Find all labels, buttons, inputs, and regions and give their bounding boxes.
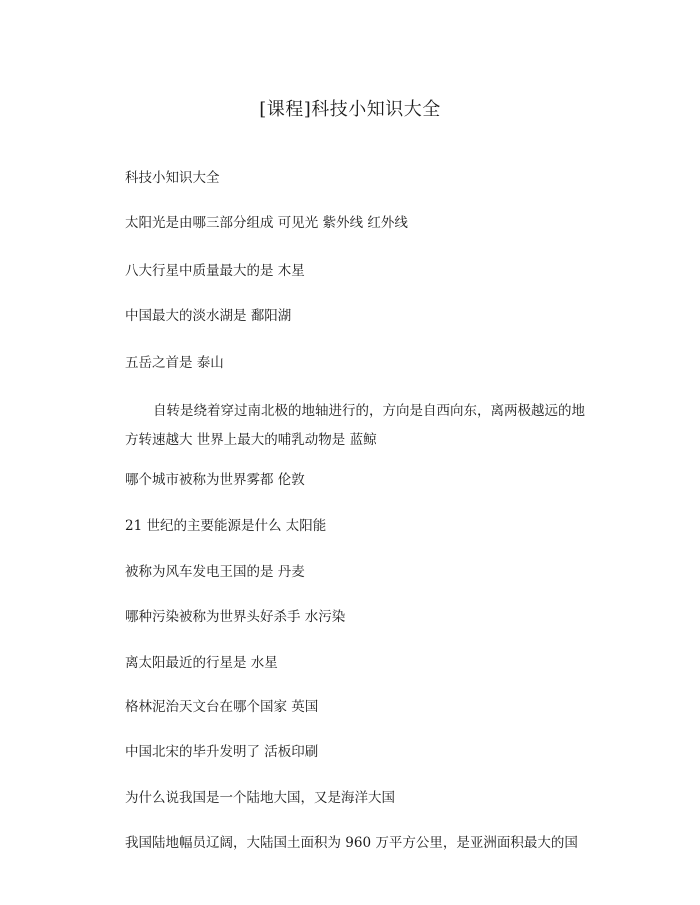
text-line: 离太阳最近的行星是 水星: [125, 655, 278, 671]
text-line: 21 世纪的主要能源是什么 太阳能: [125, 518, 327, 534]
text-line: 哪个城市被称为世界雾都 伦敦: [125, 472, 305, 488]
text-line: 格林泥治天文台在哪个国家 英国: [125, 699, 319, 715]
text-line: 被称为风车发电王国的是 丹麦: [125, 564, 305, 580]
paragraph-text: 自转是绕着穿过南北极的地轴进行的，方向是自西向东，离两极越远的地方转速越大 世界上最大的哺乳动物是 蓝鲸: [125, 403, 585, 448]
document-title: [课程]科技小知识大全: [259, 99, 441, 120]
text-line: 五岳之首是 泰山: [125, 355, 224, 371]
text-line: 为什么说我国是一个陆地大国，又是海洋大国: [125, 790, 395, 806]
text-line: 八大行星中质量最大的是 木星: [125, 263, 305, 279]
text-line: 中国北宋的毕升发明了 活板印刷: [125, 744, 319, 760]
text-line: 我国陆地幅员辽阔，大陆国土面积为 960 万平方公里，是亚洲面积最大的国: [125, 835, 578, 851]
text-line: 哪种污染被称为世界头好杀手 水污染: [125, 609, 346, 625]
document-subtitle: 科技小知识大全: [125, 170, 220, 186]
text-paragraph: [125, 397, 597, 455]
text-line: 中国最大的淡水湖是 鄱阳湖: [125, 308, 292, 324]
text-line: 太阳光是由哪三部分组成 可见光 紫外线 红外线: [125, 215, 408, 231]
